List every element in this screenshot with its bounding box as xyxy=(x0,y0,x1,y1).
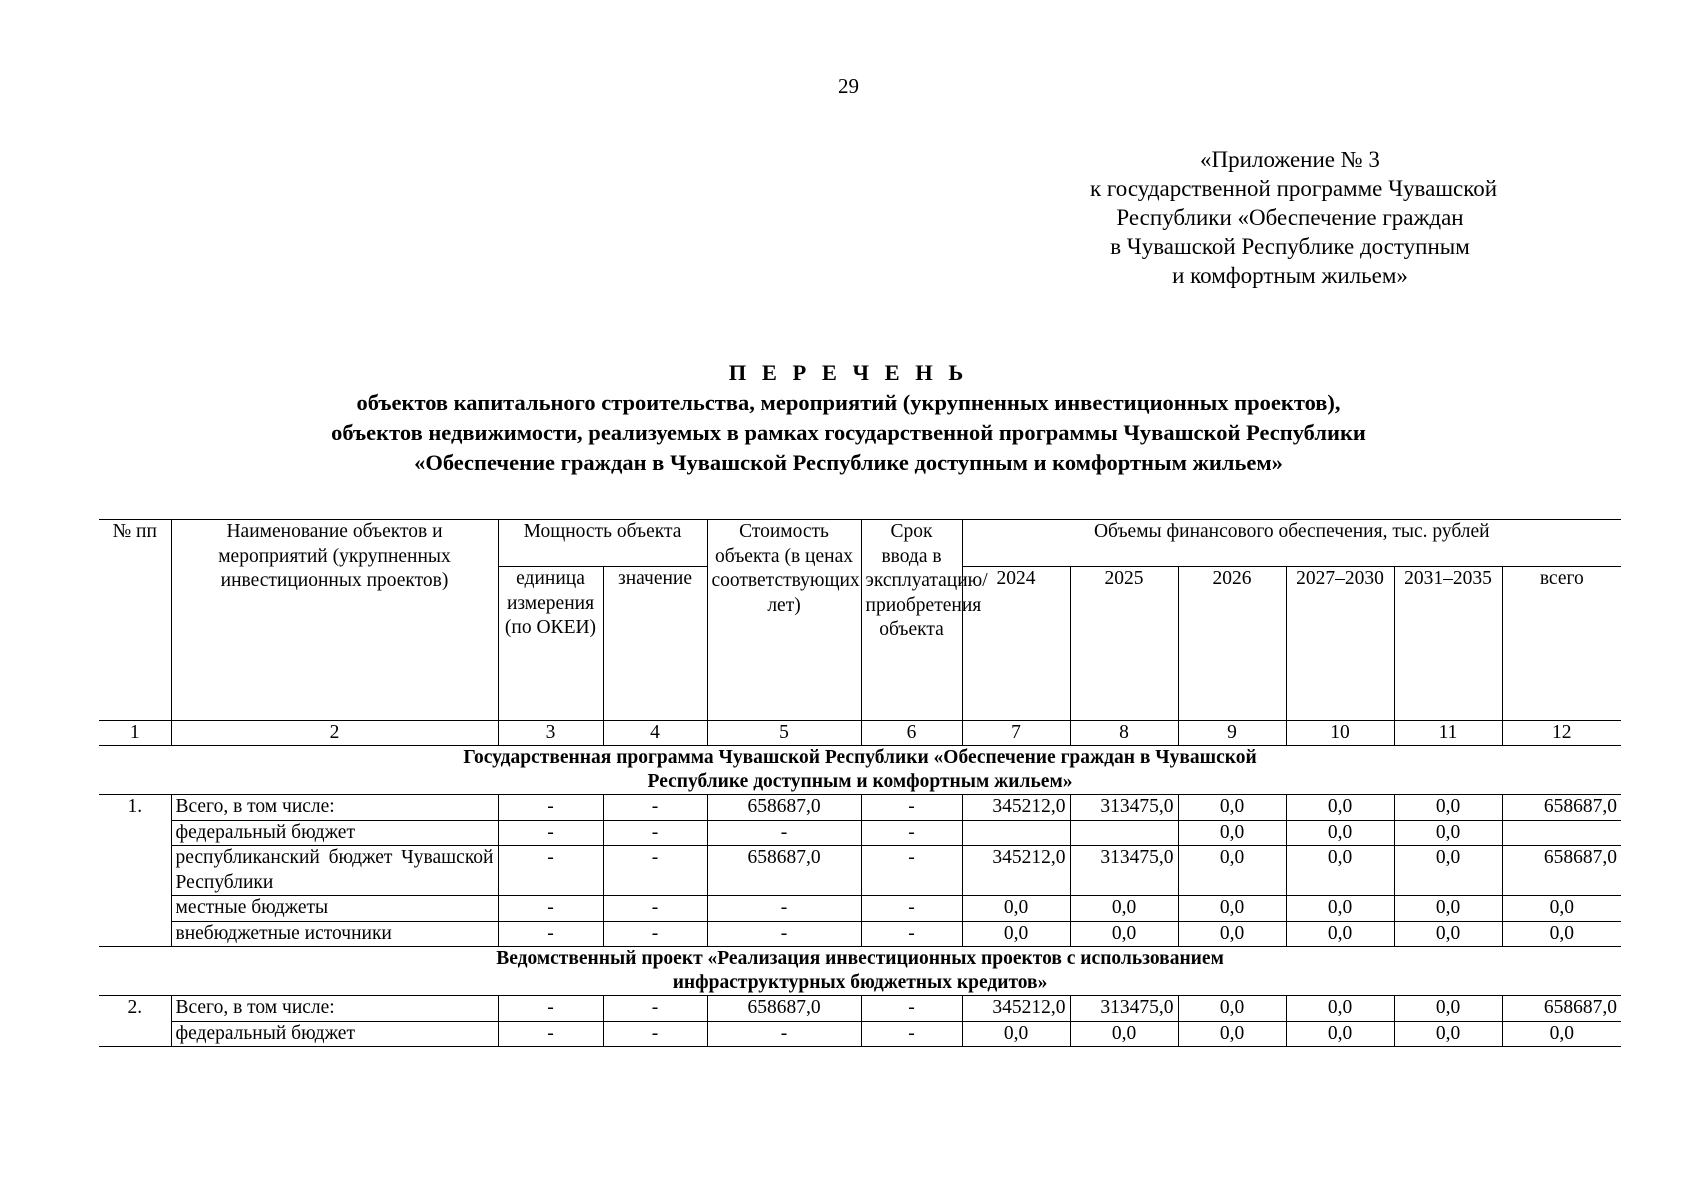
objects-table xyxy=(99,519,1621,1047)
title-line: объектов капитального строительства, мероприятий (укрупненных инвестиционных проектов), xyxy=(356,390,1341,415)
row-total: 0,0 xyxy=(1502,896,1621,922)
row-name: местные бюджеты xyxy=(171,896,498,922)
title-line: объектов недвижимости, реализуемых в рамках государственной программы Чувашской Республики xyxy=(331,420,1366,445)
column-number: 5 xyxy=(707,721,861,746)
row-2027-2030: 0,0 xyxy=(1286,921,1394,947)
row-name: федеральный бюджет xyxy=(171,820,498,846)
row-term: - xyxy=(861,795,962,821)
row-2026: 0,0 xyxy=(1178,846,1286,896)
header-unit: единица измерения (по ОКЕИ) xyxy=(498,567,603,721)
row-2024: 0,0 xyxy=(962,1021,1070,1047)
column-number: 9 xyxy=(1178,721,1286,746)
row-cost: - xyxy=(707,896,861,922)
row-total: 658687,0 xyxy=(1502,846,1621,896)
header-name: Наименование объектов и мероприятий (укрупненных инвестиционных проектов) xyxy=(171,520,498,721)
column-number: 3 xyxy=(498,721,603,746)
row-cost: - xyxy=(707,820,861,846)
section-row xyxy=(99,746,1621,795)
row-2025: 0,0 xyxy=(1070,1021,1178,1047)
header-total: всего xyxy=(1502,567,1621,721)
row-total: 658687,0 xyxy=(1502,996,1621,1022)
row-term: - xyxy=(861,921,962,947)
document-title xyxy=(0,358,1697,478)
row-total: 0,0 xyxy=(1502,1021,1621,1047)
header-num: № пп xyxy=(99,520,171,721)
header-year-2027-2030: 2027–2030 xyxy=(1286,567,1394,721)
column-number: 1 xyxy=(99,721,171,746)
column-number: 6 xyxy=(861,721,962,746)
row-name: Всего, в том числе: xyxy=(171,996,498,1022)
row-2026: 0,0 xyxy=(1178,795,1286,821)
header-cost: Стоимость объекта (в ценах соответствующих лет) xyxy=(707,520,861,721)
header-capacity: Мощность объекта xyxy=(498,520,707,567)
column-number: 12 xyxy=(1502,721,1621,746)
header-term: Срок ввода в эксплуатацию/ приобретения объекта xyxy=(861,520,962,721)
row-2027-2030: 0,0 xyxy=(1286,996,1394,1022)
row-2031-2035: 0,0 xyxy=(1394,820,1502,846)
table-row xyxy=(99,1021,1621,1047)
header-value: значение xyxy=(603,567,707,721)
row-value: - xyxy=(603,820,707,846)
row-value: - xyxy=(603,896,707,922)
row-2025: 0,0 xyxy=(1070,896,1178,922)
row-total: 0,0 xyxy=(1502,921,1621,947)
row-2026: 0,0 xyxy=(1178,996,1286,1022)
row-name: федеральный бюджет xyxy=(171,1021,498,1047)
row-2024: 345212,0 xyxy=(962,996,1070,1022)
table-row xyxy=(99,820,1621,846)
table-row xyxy=(99,795,1621,821)
table-row xyxy=(99,996,1621,1022)
row-2031-2035: 0,0 xyxy=(1394,996,1502,1022)
row-name: республиканский бюджет Чувашской Республики xyxy=(171,846,498,896)
row-number: 1. xyxy=(99,795,171,947)
section-row xyxy=(99,947,1621,996)
row-cost: 658687,0 xyxy=(707,795,861,821)
appendix-line: и комфортным жильем» xyxy=(1172,263,1408,288)
header-year-2024: 2024 xyxy=(962,567,1070,721)
row-2026: 0,0 xyxy=(1178,820,1286,846)
row-2027-2030: 0,0 xyxy=(1286,846,1394,896)
row-name: Всего, в том числе: xyxy=(171,795,498,821)
table-row xyxy=(99,896,1621,922)
row-2025 xyxy=(1070,820,1178,846)
column-number-row xyxy=(99,721,1621,746)
row-unit: - xyxy=(498,846,603,896)
row-2026: 0,0 xyxy=(1178,896,1286,922)
row-2031-2035: 0,0 xyxy=(1394,846,1502,896)
row-name: внебюджетные источники xyxy=(171,921,498,947)
header-year-2031-2035: 2031–2035 xyxy=(1394,567,1502,721)
row-2025: 313475,0 xyxy=(1070,795,1178,821)
appendix-note xyxy=(1090,145,1498,290)
appendix-line: в Чувашской Республике доступным xyxy=(1110,234,1470,259)
row-term: - xyxy=(861,846,962,896)
table-row xyxy=(99,846,1621,896)
row-term: - xyxy=(861,996,962,1022)
row-2027-2030: 0,0 xyxy=(1286,896,1394,922)
column-number: 10 xyxy=(1286,721,1394,746)
column-number: 4 xyxy=(603,721,707,746)
appendix-line: Республики «Обеспечение граждан xyxy=(1116,205,1464,230)
row-cost: 658687,0 xyxy=(707,996,861,1022)
row-term: - xyxy=(861,820,962,846)
page-number: 29 xyxy=(838,74,859,98)
row-2027-2030: 0,0 xyxy=(1286,1021,1394,1047)
row-unit: - xyxy=(498,795,603,821)
row-cost: 658687,0 xyxy=(707,846,861,896)
title-heading: П Е Р Е Ч Е Н Ь xyxy=(728,360,969,385)
row-2031-2035: 0,0 xyxy=(1394,1021,1502,1047)
section-title: Государственная программа Чувашской Республики «Обеспечение граждан в Чувашской Республике доступным и комфортным жильем» xyxy=(99,746,1621,795)
title-line: «Обеспечение граждан в Чувашской Республике доступным и комфортным жильем» xyxy=(414,450,1283,475)
row-2024: 345212,0 xyxy=(962,795,1070,821)
row-2024: 0,0 xyxy=(962,921,1070,947)
column-number: 7 xyxy=(962,721,1070,746)
column-number: 8 xyxy=(1070,721,1178,746)
row-value: - xyxy=(603,846,707,896)
row-2025: 313475,0 xyxy=(1070,996,1178,1022)
row-unit: - xyxy=(498,921,603,947)
row-value: - xyxy=(603,996,707,1022)
row-value: - xyxy=(603,1021,707,1047)
row-2024 xyxy=(962,820,1070,846)
row-2025: 313475,0 xyxy=(1070,846,1178,896)
row-total xyxy=(1502,820,1621,846)
column-number: 2 xyxy=(171,721,498,746)
row-2026: 0,0 xyxy=(1178,1021,1286,1047)
row-2031-2035: 0,0 xyxy=(1394,896,1502,922)
header-row xyxy=(99,520,1621,567)
row-2027-2030: 0,0 xyxy=(1286,795,1394,821)
row-2025: 0,0 xyxy=(1070,921,1178,947)
appendix-line: «Приложение № 3 xyxy=(1200,147,1380,172)
row-2027-2030: 0,0 xyxy=(1286,820,1394,846)
header-financing: Объемы финансового обеспечения, тыс. рублей xyxy=(962,520,1621,567)
row-number: 2. xyxy=(99,996,171,1047)
header-year-2025: 2025 xyxy=(1070,567,1178,721)
section-title: Ведомственный проект «Реализация инвестиционных проектов с использованием инфраструктурных бюджетных кредитов» xyxy=(99,947,1621,996)
row-cost: - xyxy=(707,921,861,947)
row-2024: 0,0 xyxy=(962,896,1070,922)
row-cost: - xyxy=(707,1021,861,1047)
row-term: - xyxy=(861,1021,962,1047)
row-value: - xyxy=(603,795,707,821)
row-2031-2035: 0,0 xyxy=(1394,795,1502,821)
row-total: 658687,0 xyxy=(1502,795,1621,821)
column-number: 11 xyxy=(1394,721,1502,746)
header-year-2026: 2026 xyxy=(1178,567,1286,721)
row-value: - xyxy=(603,921,707,947)
table-row xyxy=(99,921,1621,947)
row-term: - xyxy=(861,896,962,922)
row-2026: 0,0 xyxy=(1178,921,1286,947)
appendix-line: к государственной программе Чувашской xyxy=(1090,176,1498,201)
row-unit: - xyxy=(498,1021,603,1047)
row-unit: - xyxy=(498,896,603,922)
row-2024: 345212,0 xyxy=(962,846,1070,896)
row-2031-2035: 0,0 xyxy=(1394,921,1502,947)
row-unit: - xyxy=(498,820,603,846)
row-unit: - xyxy=(498,996,603,1022)
